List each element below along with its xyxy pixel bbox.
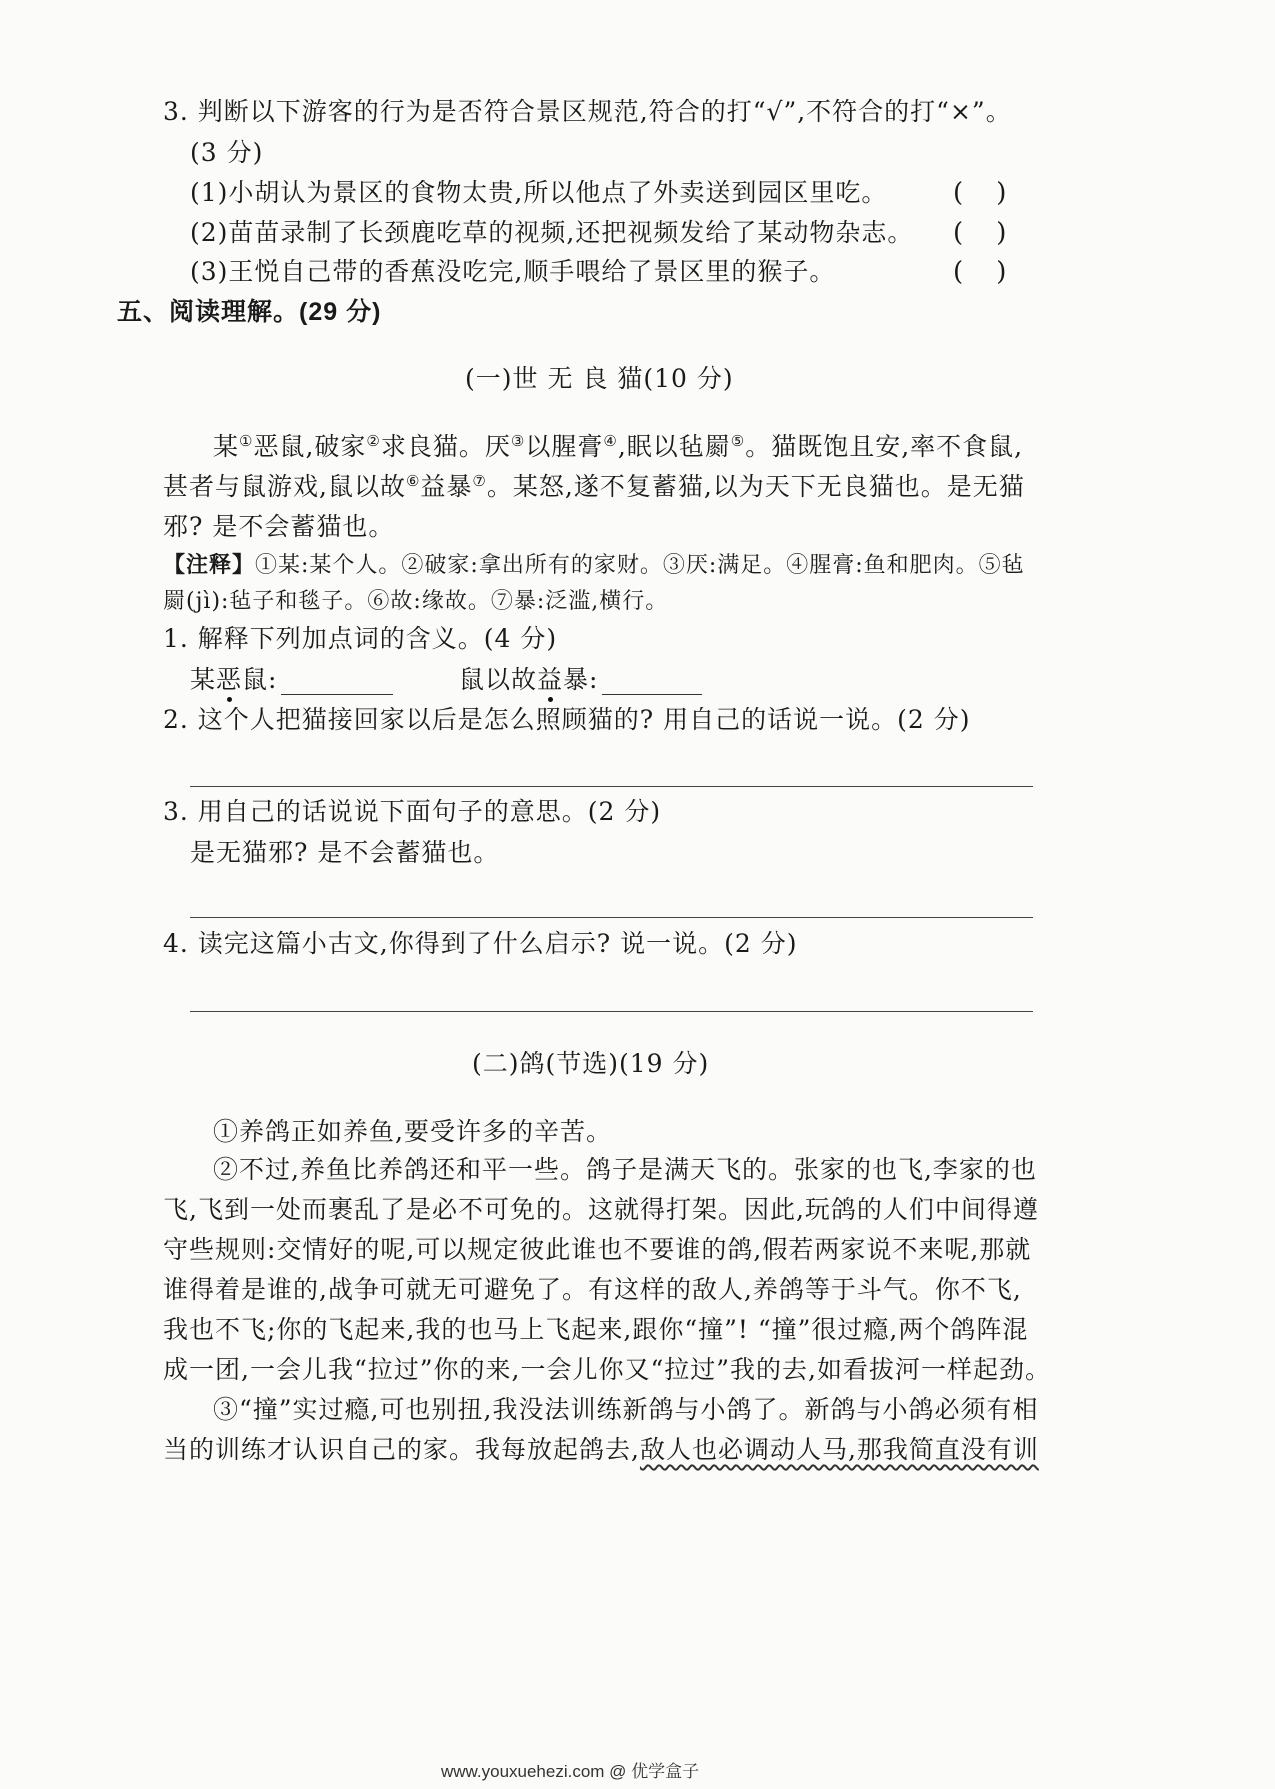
question-1: 1. 解释下列加点词的含义。(4 分) xyxy=(163,624,558,653)
passage-1-line-3: 邪? 是不会蓄猫也。 xyxy=(163,512,395,541)
question-3-sentence: 是无猫邪? 是不会蓄猫也。 xyxy=(190,838,500,867)
answer-blank-3[interactable]: ( ) xyxy=(953,257,1007,287)
judge-item-1: (1)小胡认为景区的食物太贵,所以他点了外卖送到园区里吃。 xyxy=(190,178,888,207)
passage-2-line-5: 谁得着是谁的,战争可就无可避免了。有这样的敌人,养鸽等于斗气。你不飞, xyxy=(163,1275,1022,1304)
answer-line-q3[interactable] xyxy=(190,917,1033,918)
passage-2-line-4: 守些规则:交情好的呢,可以规定彼此谁也不要谁的鸽,假若两家说不来呢,那就 xyxy=(163,1235,1032,1264)
annotation-line-1: 【注释】①某:某个人。②破家:拿出所有的家财。③厌:满足。④腥膏:鱼和肥肉。⑤毡 xyxy=(163,552,1025,578)
answer-blank-2[interactable]: ( ) xyxy=(953,218,1007,248)
passage-2-line-1: ①养鸽正如养鱼,要受许多的辛苦。 xyxy=(213,1117,612,1146)
passage-1-line-1: 某①恶鼠,破家②求良猫。厌③以腥膏④,眠以毡罽⑤。猫既饱且安,率不食鼠, xyxy=(213,432,1024,461)
passage-1-title: (一)世 无 良 猫(10 分) xyxy=(465,364,734,393)
annotation-line-2: 罽(jì):毡子和毯子。⑥故:缘故。⑦暴:泛滥,横行。 xyxy=(163,589,669,614)
footer-watermark: www.youxuehezi.com @ 优学盒子 xyxy=(441,1762,700,1781)
passage-2-line-3: 飞,飞到一处而裹乱了是必不可免的。这就得打架。因此,玩鸽的人们中间得遵 xyxy=(163,1195,1039,1224)
passage-1-line-2: 甚者与鼠游戏,鼠以故⑥益暴⑦。某怒,遂不复蓄猫,以为天下无良猫也。是无猫 xyxy=(163,472,1025,501)
question-1-item-b: 鼠以故益暴: xyxy=(459,665,702,695)
passage-2-line-2: ②不过,养鱼比养鸽还和平一些。鸽子是满天飞的。张家的也飞,李家的也 xyxy=(213,1155,1037,1184)
wavy-underlined-text: 敌人也必调动人马,那我简直没有训 xyxy=(639,1435,1039,1464)
answer-blank-1[interactable]: ( ) xyxy=(953,178,1007,208)
judge-item-3: (3)王悦自己带的香蕉没吃完,顺手喂给了景区里的猴子。 xyxy=(190,257,836,286)
judge-item-2: (2)苗苗录制了长颈鹿吃草的视频,还把视频发给了某动物杂志。 xyxy=(190,218,914,247)
question-1-item-a: 某恶鼠: xyxy=(190,665,393,695)
question-4: 4. 读完这篇小古文,你得到了什么启示? 说一说。(2 分) xyxy=(163,929,798,958)
passage-2-line-6: 我也不飞;你的飞起来,我的也马上飞起来,跟你“撞”! “撞”很过瘾,两个鸽阵混 xyxy=(163,1315,1029,1344)
answer-blank-q1b[interactable] xyxy=(602,670,702,695)
answer-blank-q1a[interactable] xyxy=(281,670,393,695)
question-3: 3. 用自己的话说说下面句子的意思。(2 分) xyxy=(163,797,662,826)
judge-question-prompt: 3. 判断以下游客的行为是否符合景区规范,符合的打“√”,不符合的打“×”。 xyxy=(163,97,1012,126)
answer-line-q4[interactable] xyxy=(190,1011,1033,1012)
passage-2-line-9: 当的训练才认识自己的家。我每放起鸽去,敌人也必调动人马,那我简直没有训 xyxy=(163,1435,1039,1464)
answer-line-q2[interactable] xyxy=(190,786,1033,787)
passage-2-line-8: ③“撞”实过瘾,可也别扭,我没法训练新鸽与小鸽了。新鸽与小鸽必须有相 xyxy=(213,1395,1039,1424)
passage-2-title: (二)鸽(节选)(19 分) xyxy=(472,1049,710,1078)
passage-2-line-7: 成一团,一会儿我“拉过”你的来,一会儿你又“拉过”我的去,如看拔河一样起劲。 xyxy=(163,1355,1051,1384)
section-5-heading: 五、阅读理解。(29 分) xyxy=(117,298,382,326)
question-2: 2. 这个人把猫接回家以后是怎么照顾猫的? 用自己的话说一说。(2 分) xyxy=(163,705,971,734)
judge-question-score: (3 分) xyxy=(190,138,264,167)
